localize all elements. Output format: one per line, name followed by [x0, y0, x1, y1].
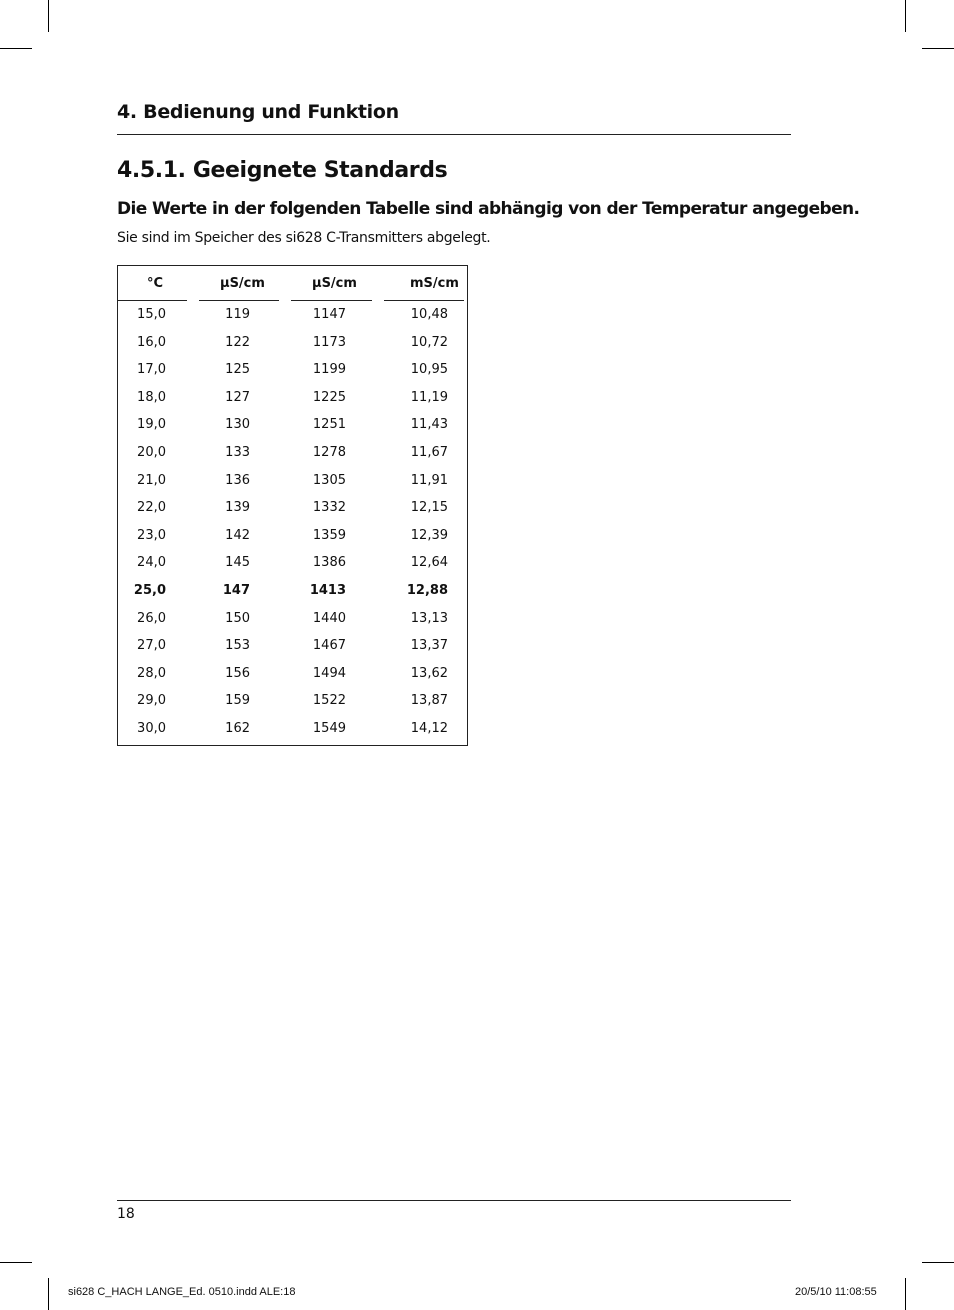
table-cell: 1522 — [312, 693, 346, 709]
table-row — [118, 445, 467, 472]
table-cell: 10,72 — [410, 334, 448, 350]
table-cell: 1305 — [312, 472, 346, 488]
table-cell: 29,0 — [137, 693, 166, 709]
table-row — [118, 473, 467, 500]
table-cell: 11,67 — [410, 445, 448, 460]
intro-text: Sie sind im Speicher des si628 C-Transmitters abgelegt. — [117, 230, 491, 246]
table-row — [118, 555, 467, 582]
table-row — [118, 417, 467, 444]
table-cell: 1251 — [312, 417, 346, 433]
table-cell: 150 — [225, 610, 250, 626]
section-divider — [117, 134, 791, 135]
table-cell: 27,0 — [137, 638, 166, 654]
header-conductivity-us-1: µS/cm — [220, 276, 265, 291]
crop-mark — [905, 0, 906, 32]
table-cell: 26,0 — [137, 610, 166, 626]
table-cell: 1332 — [312, 500, 346, 516]
table-cell: 17,0 — [137, 362, 166, 378]
table-cell: 16,0 — [137, 334, 166, 350]
table-row — [118, 638, 467, 665]
table-cell: 13,13 — [410, 610, 448, 626]
subsection-title: 4.5.1. Geeignete Standards — [117, 158, 448, 183]
table-row — [118, 611, 467, 638]
crop-mark — [922, 48, 954, 49]
table-cell: 1494 — [312, 665, 346, 681]
table-cell: 19,0 — [137, 417, 166, 433]
page-number: 18 — [117, 1206, 135, 1222]
header-conductivity-ms: mS/cm — [410, 276, 459, 291]
table-row — [118, 721, 467, 748]
table-cell: 1359 — [312, 527, 346, 543]
table-cell: 1467 — [312, 638, 346, 654]
table-cell: 1440 — [312, 610, 346, 626]
crop-mark — [0, 1262, 32, 1263]
table-cell: 122 — [225, 334, 250, 350]
table-cell: 25,0 — [133, 583, 166, 598]
table-row — [118, 666, 467, 693]
table-cell: 11,43 — [410, 417, 448, 433]
header-underline — [291, 300, 372, 301]
crop-mark — [922, 1262, 954, 1263]
header-conductivity-us-2: µS/cm — [312, 276, 357, 291]
table-cell: 127 — [225, 389, 250, 405]
table-cell: 125 — [225, 362, 250, 378]
intro-bold-text: Die Werte in der folgenden Tabelle sind abhängig von der Temperatur angegeben. — [117, 199, 860, 219]
crop-mark — [905, 1278, 906, 1310]
table-row — [118, 307, 467, 334]
footer-divider — [117, 1200, 791, 1201]
table-cell: 10,48 — [410, 307, 448, 322]
table-cell: 11,91 — [410, 472, 448, 488]
table-cell: 133 — [225, 445, 250, 460]
header-underline — [199, 300, 279, 301]
standards-table — [117, 265, 468, 746]
table-row — [118, 362, 467, 389]
table-cell: 159 — [225, 693, 250, 709]
table-cell: 1413 — [309, 583, 346, 598]
table-cell: 156 — [225, 665, 250, 681]
print-slug-file: si628 C_HACH LANGE_Ed. 0510.indd ALE:18 — [68, 1286, 296, 1298]
header-underline — [384, 300, 464, 301]
table-cell: 12,39 — [410, 527, 448, 543]
table-cell: 13,37 — [410, 638, 448, 654]
table-cell: 139 — [225, 500, 250, 516]
table-cell: 30,0 — [137, 721, 166, 736]
table-cell: 15,0 — [137, 307, 166, 322]
table-cell: 24,0 — [137, 555, 166, 571]
table-cell: 23,0 — [137, 527, 166, 543]
table-cell: 1278 — [312, 445, 346, 460]
table-cell: 119 — [225, 307, 250, 322]
table-cell: 1549 — [312, 721, 346, 736]
table-cell: 13,87 — [410, 693, 448, 709]
table-cell: 1386 — [312, 555, 346, 571]
crop-mark — [48, 0, 49, 32]
table-cell: 22,0 — [137, 500, 166, 516]
table-row — [118, 693, 467, 720]
table-row — [118, 390, 467, 417]
table-cell: 1225 — [312, 389, 346, 405]
table-cell: 136 — [225, 472, 250, 488]
table-cell: 1147 — [312, 307, 346, 322]
table-cell: 18,0 — [137, 389, 166, 405]
table-cell: 162 — [225, 721, 250, 736]
table-cell: 14,12 — [410, 721, 448, 736]
table-cell: 147 — [222, 583, 250, 598]
table-cell: 21,0 — [137, 472, 166, 488]
section-title: 4. Bedienung und Funktion — [117, 101, 399, 123]
table-cell: 13,62 — [410, 665, 448, 681]
crop-mark — [0, 48, 32, 49]
table-cell: 12,64 — [410, 555, 448, 571]
table-cell: 145 — [225, 555, 250, 571]
table-cell: 11,19 — [410, 389, 448, 405]
table-cell: 20,0 — [137, 445, 166, 460]
header-temperature: °C — [147, 276, 164, 291]
header-underline — [118, 300, 187, 301]
print-slug-timestamp: 20/5/10 11:08:55 — [795, 1286, 877, 1298]
table-cell: 12,15 — [410, 500, 448, 516]
table-cell: 1199 — [312, 362, 346, 378]
table-row — [118, 583, 467, 610]
table-cell: 142 — [225, 527, 250, 543]
table-cell: 10,95 — [410, 362, 448, 378]
table-cell: 130 — [225, 417, 250, 433]
table-cell: 12,88 — [406, 583, 448, 598]
crop-mark — [48, 1278, 49, 1310]
table-cell: 28,0 — [137, 665, 166, 681]
table-row — [118, 500, 467, 527]
table-cell: 153 — [225, 638, 250, 654]
table-row — [118, 528, 467, 555]
table-row — [118, 335, 467, 362]
table-cell: 1173 — [312, 334, 346, 350]
